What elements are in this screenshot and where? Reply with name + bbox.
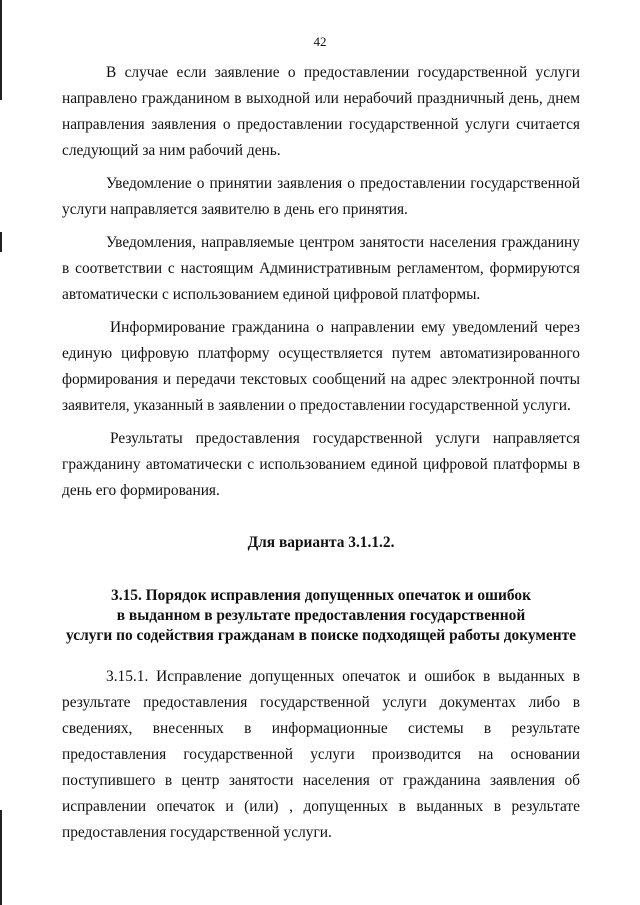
paragraph-acceptance-notice: Уведомление о принятии заявления о предоставлении государственной услуги направляется заявителю в день его принятия. bbox=[62, 175, 580, 218]
document-body bbox=[62, 60, 580, 853]
section-heading-line-1: 3.15. Порядок исправления допущенных опечаток и ошибок bbox=[111, 587, 531, 604]
section-heading-line-3: услуги по содействия гражданам в поиске подходящей работы документе bbox=[66, 627, 576, 644]
section-heading-line-2: в выданном в результате предоставления государственной bbox=[116, 607, 526, 624]
variant-heading: Для варианта 3.1.1.2. bbox=[247, 534, 395, 551]
paragraph-3-15-1: 3.15.1. Исправление допущенных опечаток и ошибок в выданных в результате предоставления государственной услуги документах либо в сведениях, внесенных в информационные системы в результате предоставления государственной услуги производится на основании поступившего в центр занятости населения от гражданина заявления об исправлении опечаток и (или) , допущенных в выданных в результате предоставления государственной услуги. bbox=[62, 668, 580, 841]
paragraph-notifications-auto: Уведомления, направляемые центром занятости населения гражданину в соответствии с настоящим Административным регламентом, формируются автоматически с использованием единой цифровой платформы. bbox=[62, 234, 580, 303]
page-number: 42 bbox=[313, 34, 327, 49]
paragraph-informing-citizen: Информирование гражданина о направлении ему уведомлений через единую цифровую платформу осуществляется путем автоматизированного формирования и передачи текстовых сообщений на адрес электронной почты заявителя, указанный в заявлении о предоставлении государственной услуги. bbox=[62, 319, 580, 414]
scan-edge-mark-bottom bbox=[0, 810, 2, 905]
paragraph-results-delivery: Результаты предоставления государственной услуги направляется гражданину автоматически с использованием единой цифровой платформы в день его формирования. bbox=[62, 430, 580, 499]
section-heading bbox=[62, 586, 580, 646]
paragraph-weekend-submission: В случае если заявление о предоставлении государственной услуги направлено гражданином в выходной или нерабочий праздничный день, днем направления заявления о предоставлении государственной услуги считается следующий за ним рабочий день. bbox=[62, 64, 580, 159]
scan-edge-mark-top bbox=[0, 0, 2, 100]
scan-edge-mark-middle bbox=[0, 232, 2, 252]
